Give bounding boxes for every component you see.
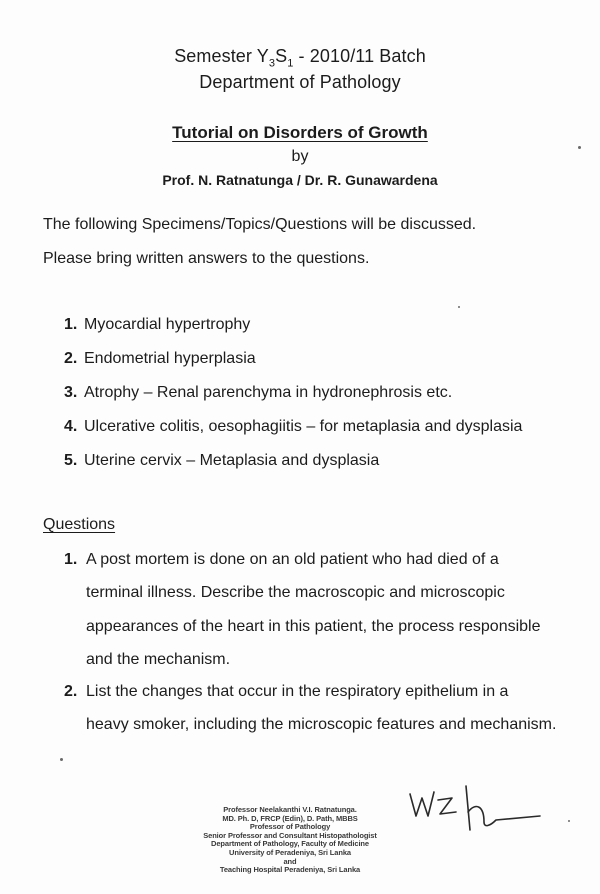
item-number: 5. <box>64 452 78 469</box>
question-1-line-1: A post mortem is done on an old patient who had died of a <box>86 551 499 568</box>
department-name: Department of Pathology <box>199 72 401 92</box>
question-2-line-1: List the changes that occur in the respiratory epithelium in a <box>86 683 509 700</box>
item-number: 2. <box>64 350 78 367</box>
stamp-line: Professor of Pathology <box>249 822 331 832</box>
authors: Prof. N. Ratnatunga / Dr. R. Gunawardena <box>162 172 438 188</box>
item-text: Endometrial hyperplasia <box>84 350 256 367</box>
stamp-line: University of Peradeniya, Sri Lanka <box>229 847 351 857</box>
question-number: 2. <box>64 683 78 700</box>
by-label: by <box>291 148 309 165</box>
question-1-line-2: terminal illness. Describe the macroscopic and microscopic <box>86 584 505 601</box>
item-text: Myocardial hypertrophy <box>84 316 251 333</box>
question-number: 1. <box>64 551 78 568</box>
stamp-line: Department of Pathology, Faculty of Medicine <box>211 839 369 849</box>
semester-subscript-year: 3 <box>268 57 276 70</box>
list-item <box>64 384 522 418</box>
item-text: Ulcerative colitis, oesophagiitis – for metaplasia and dysplasia <box>84 418 523 435</box>
handwritten-signature <box>400 778 560 838</box>
stamp-line: Professor Neelakanthi V.I. Ratnatunga. <box>223 805 357 814</box>
questions-heading: Questions <box>43 516 116 533</box>
item-number: 3. <box>64 384 78 401</box>
item-text: Atrophy – Renal parenchyma in hydronephrosis etc. <box>84 384 453 401</box>
scan-speck <box>60 758 63 761</box>
item-number: 4. <box>64 418 78 435</box>
stamp-line: MD. Ph. D, FRCP (Edin), D. Path, MBBS <box>222 813 358 823</box>
question-2-line-2: heavy smoker, including the microscopic features and mechanism. <box>86 716 557 733</box>
intro-line-1: The following Specimens/Topics/Questions will be discussed. <box>43 216 477 233</box>
intro-line-2: Please bring written answers to the questions. <box>43 250 370 267</box>
scan-speck <box>568 820 570 822</box>
list-item <box>64 350 522 384</box>
tutorial-title: Tutorial on Disorders of Growth <box>172 123 428 142</box>
question-1-line-4: and the mechanism. <box>86 651 231 668</box>
semester-letter: S <box>275 46 288 66</box>
list-item <box>64 418 522 452</box>
scan-speck <box>578 146 581 149</box>
item-text: Uterine cervix – Metaplasia and dysplasia <box>84 452 380 469</box>
semester-subscript-number: 1 <box>287 57 294 70</box>
scan-speck <box>458 306 460 308</box>
batch-text: - 2010/11 Batch <box>293 46 426 66</box>
list-item <box>64 316 522 350</box>
stamp-line: and <box>283 856 297 866</box>
stamp-line: Senior Professor and Consultant Histopathologist <box>203 830 377 840</box>
specimen-list <box>64 316 522 486</box>
stamp-line: Teaching Hospital Peradeniya, Sri Lanka <box>219 865 361 875</box>
semester-line <box>0 46 600 70</box>
question-1-line-3: appearances of the heart in this patient, the process responsible <box>86 618 541 635</box>
item-number: 1. <box>64 316 78 333</box>
professor-stamp <box>150 806 430 875</box>
list-item <box>64 452 522 486</box>
semester-prefix: Semester Y <box>174 46 269 66</box>
